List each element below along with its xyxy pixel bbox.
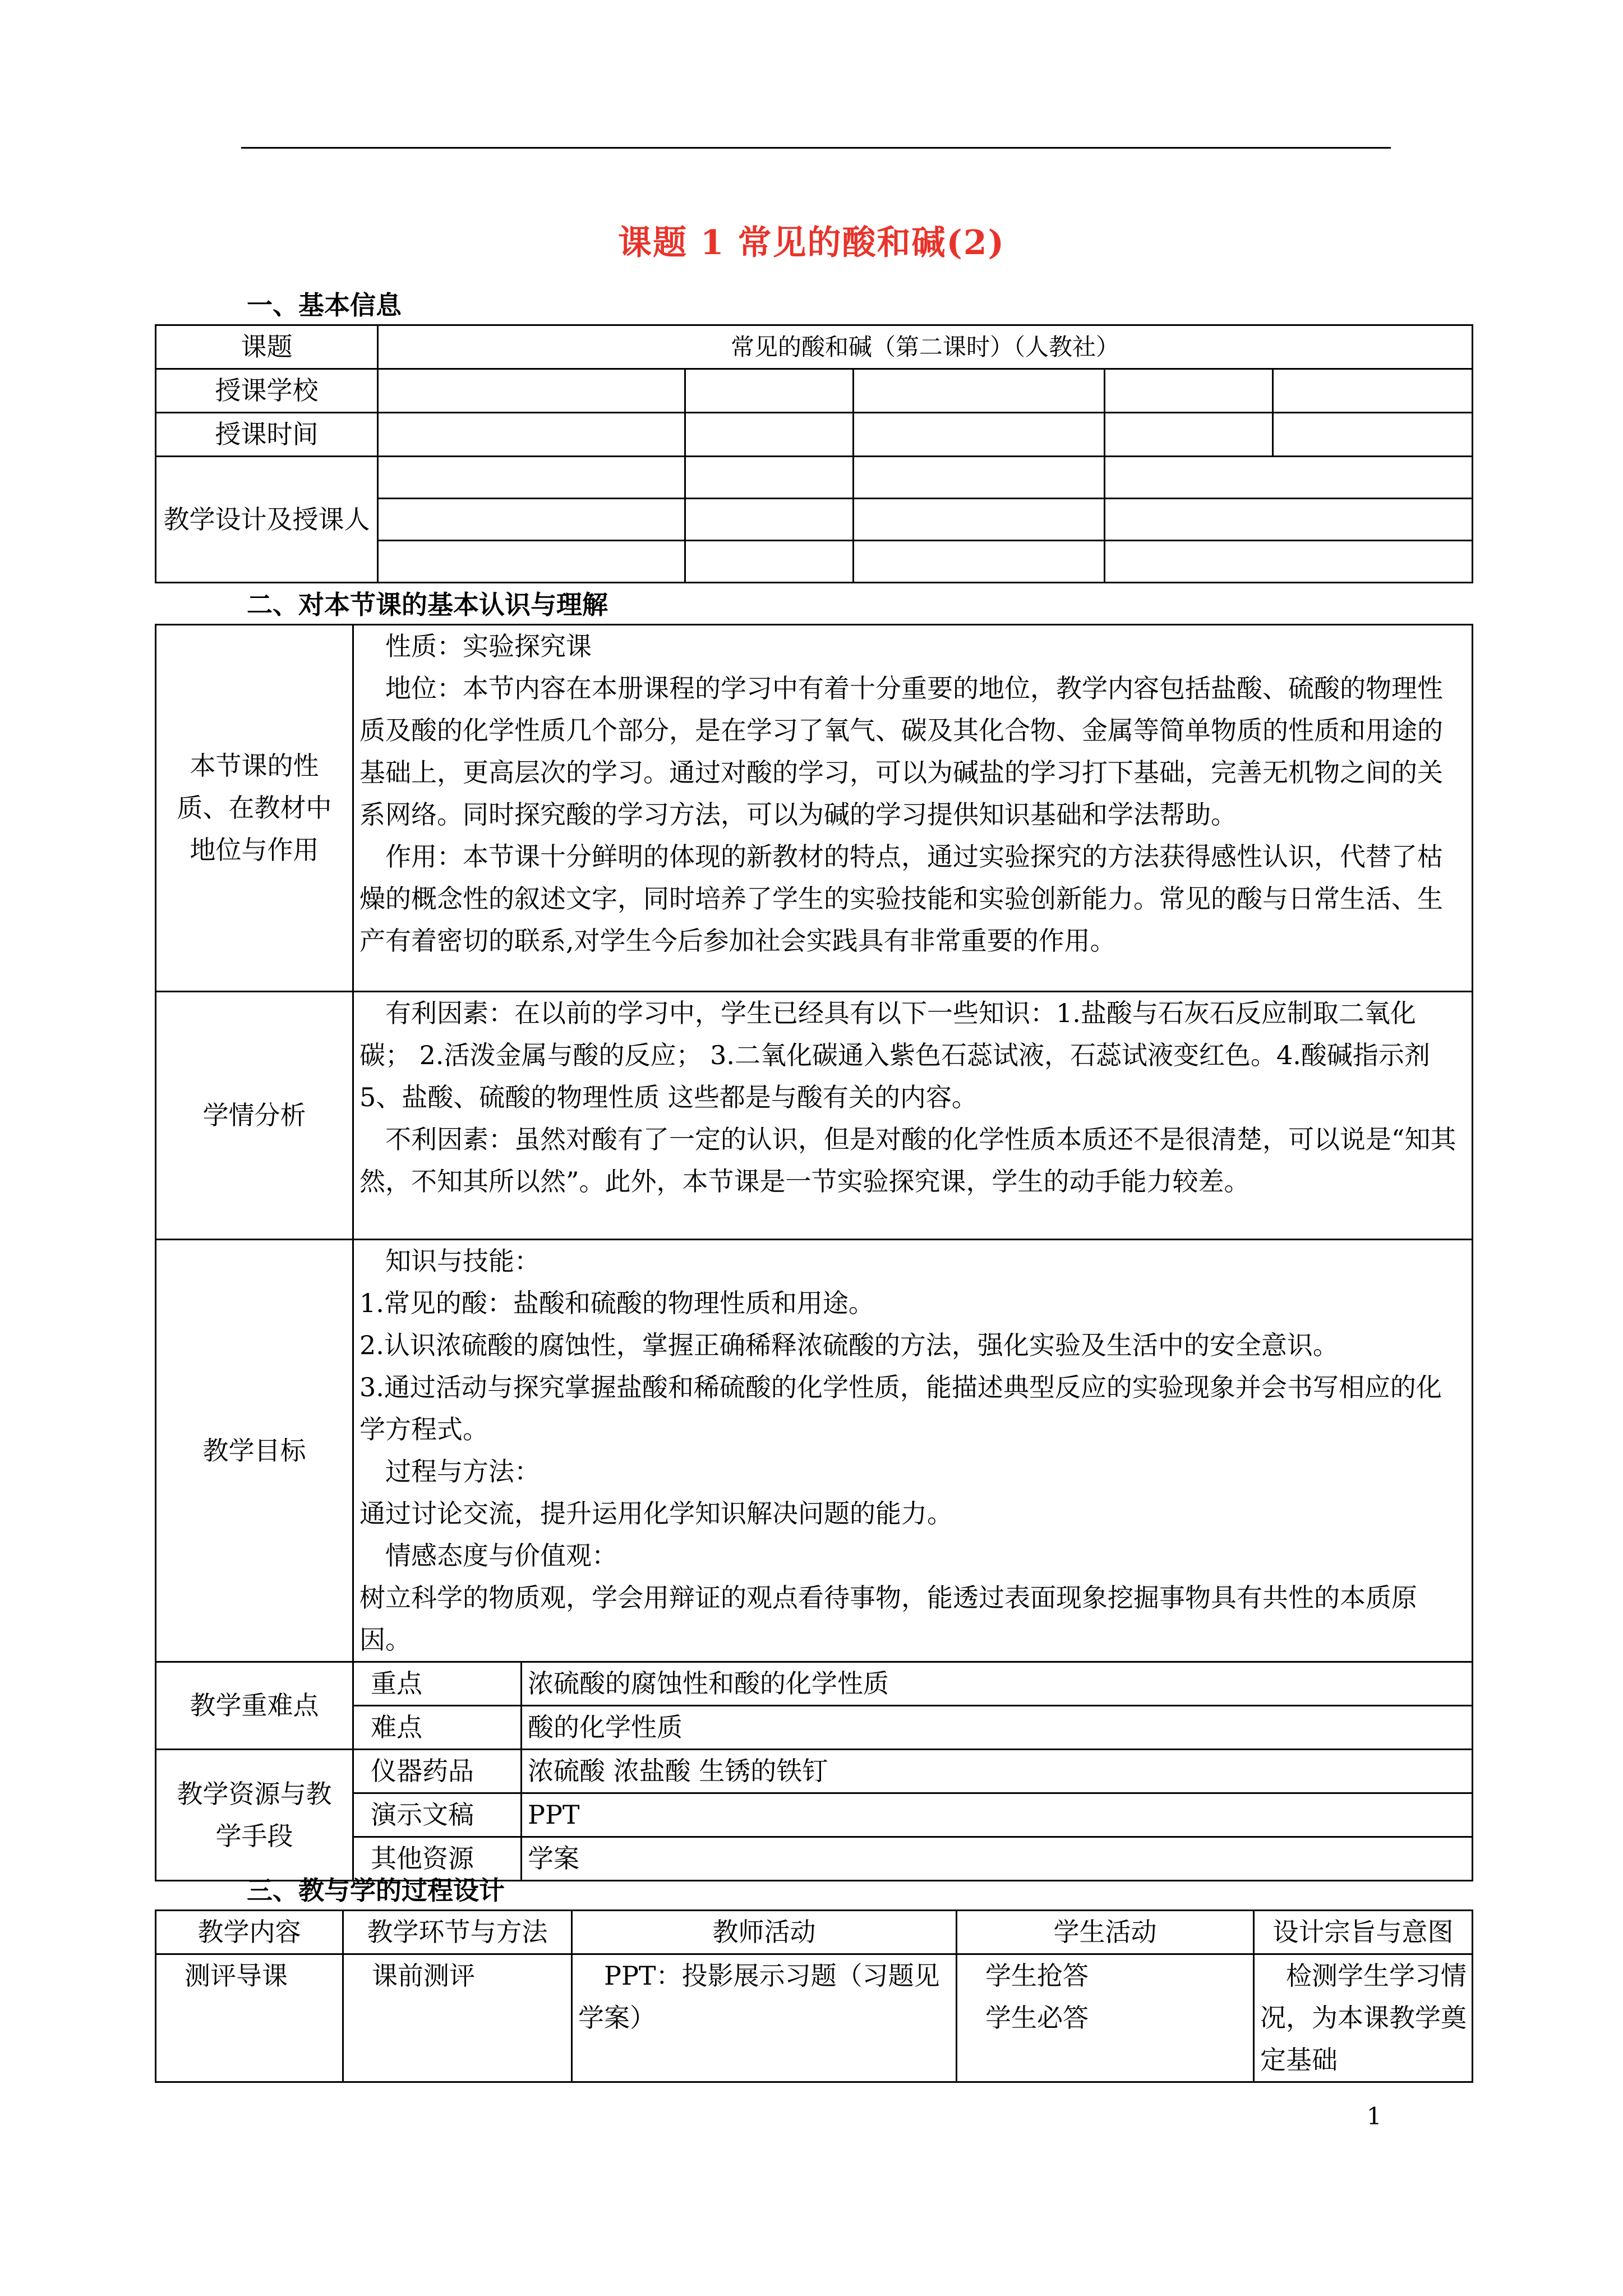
time-cell: [378, 413, 685, 457]
nature-paragraph: 性质：实验探究课: [385, 631, 592, 661]
designer-cell: [1105, 541, 1473, 583]
goals-heading: 知识与技能：: [385, 1246, 540, 1276]
resource-value: PPT: [522, 1793, 1473, 1837]
section-heading-process: 三、教与学的过程设计: [247, 1875, 505, 1906]
designer-cell: [1105, 499, 1473, 541]
designer-cell: [378, 541, 685, 583]
process-student-cell: [957, 1954, 1254, 2082]
process-header: 教师活动: [572, 1911, 957, 1954]
resource-value: 学案: [522, 1837, 1473, 1881]
designer-cell: [378, 457, 685, 499]
time-cell: [1273, 413, 1473, 457]
keypoints-label: 教学重难点: [156, 1662, 353, 1750]
school-cell: [1105, 369, 1273, 413]
designer-cell: [685, 541, 854, 583]
goals-line: 树立科学的物质观，学会用辩证的观点看待事物，能透过表面现象挖掘事物具有共性的本质原因。: [359, 1582, 1417, 1655]
topic-label: 课题: [156, 325, 378, 369]
designer-cell: [854, 457, 1105, 499]
difficulty-label: 难点: [353, 1706, 522, 1750]
goals-heading: 情感态度与价值观：: [385, 1540, 617, 1571]
process-header: 设计宗旨与意图: [1254, 1911, 1473, 1954]
students-paragraph: 有利因素：在以前的学习中，学生已经具有以下一些知识：1.盐酸与石灰石反应制取二氧化碳； 2.活泼金属与酸的反应； 3.二氧化碳通入紫色石蕊试液，石蕊试液变红色。4.酸碱指示剂 5、盐酸、硫酸的物理性质 这些都是与酸有关的内容。: [359, 998, 1430, 1112]
school-label: 授课学校: [156, 369, 378, 413]
nature-paragraph: 作用：本节课十分鲜明的体现的新教材的特点，通过实验探究的方法获得感性认识，代替了枯燥的概念性的叙述文字，同时培养了学生的实验技能和实验创新能力。常见的酸与日常生活、生产有着密切的联系,对学生今后参加社会实践具有非常重要的作用。: [359, 841, 1443, 956]
process-header: 教学环节与方法: [343, 1911, 572, 1954]
basic-info-table: [155, 324, 1473, 583]
resource-label: 仪器药品: [353, 1750, 522, 1793]
students-content: [353, 992, 1473, 1240]
students-label: 学情分析: [156, 992, 353, 1240]
process-method-cell: 课前测评: [343, 1954, 572, 2082]
process-purpose-cell: 检测学生学习情况，为本课教学奠定基础: [1254, 1954, 1473, 2082]
nature-content: [353, 625, 1473, 992]
understanding-table: [155, 624, 1473, 1881]
designer-cell: [854, 499, 1105, 541]
process-header: 学生活动: [957, 1911, 1254, 1954]
school-cell: [1273, 369, 1473, 413]
page-title: 课题 1 常见的酸和碱(2): [617, 223, 1006, 263]
process-teacher-cell: PPT：投影展示习题（习题见学案）: [572, 1954, 957, 2082]
resource-label: 其他资源: [353, 1837, 522, 1881]
goals-label: 教学目标: [156, 1240, 353, 1662]
student-activity-line: 学生抢答: [985, 1961, 1089, 1991]
header-rule: [241, 147, 1391, 149]
time-cell: [854, 413, 1105, 457]
resource-value: 浓硫酸 浓盐酸 生锈的铁钉: [522, 1750, 1473, 1793]
resources-label: 教学资源与教学手段: [156, 1750, 353, 1881]
students-paragraph: 不利因素：虽然对酸有了一定的认识，但是对酸的化学性质本质还不是很清楚，可以说是“知其然，不知其所以然”。此外，本节课是一节实验探究课，学生的动手能力较差。: [359, 1124, 1456, 1197]
goals-line: 2.认识浓硫酸的腐蚀性，掌握正确稀释浓硫酸的方法，强化实验及生活中的安全意识。: [359, 1330, 1339, 1360]
resource-label: 演示文稿: [353, 1793, 522, 1837]
designer-cell: [685, 457, 854, 499]
designer-cell: [685, 499, 854, 541]
nature-paragraph: 地位：本节内容在本册课程的学习中有着十分重要的地位，教学内容包括盐酸、硫酸的物理性质及酸的化学性质几个部分，是在学习了氧气、碳及其化合物、金属等简单物质的性质和用途的基础上，更高层次的学习。通过对酸的学习，可以为碱盐的学习打下基础，完善无机物之间的关系网络。同时探究酸的学习方法，可以为碱的学习提供知识基础和学法帮助。: [359, 673, 1443, 830]
key-value: 浓硫酸的腐蚀性和酸的化学性质: [522, 1662, 1473, 1706]
goals-line: 通过讨论交流，提升运用化学知识解决问题的能力。: [359, 1498, 953, 1529]
goals-line: 1.常见的酸：盐酸和硫酸的物理性质和用途。: [359, 1288, 874, 1318]
process-table: [155, 1910, 1473, 2083]
school-cell: [378, 369, 685, 413]
school-cell: [685, 369, 854, 413]
designer-label: 教学设计及授课人: [156, 457, 378, 583]
time-cell: [685, 413, 854, 457]
designer-cell: [378, 499, 685, 541]
designer-cell: [1105, 457, 1473, 499]
school-cell: [854, 369, 1105, 413]
key-label: 重点: [353, 1662, 522, 1706]
section-heading-understanding: 二、对本节课的基本认识与理解: [247, 590, 608, 620]
goals-heading: 过程与方法：: [385, 1456, 540, 1487]
difficulty-value: 酸的化学性质: [522, 1706, 1473, 1750]
goals-content: [353, 1240, 1473, 1662]
time-label: 授课时间: [156, 413, 378, 457]
page-number: 1: [1367, 2102, 1382, 2130]
designer-cell: [854, 541, 1105, 583]
process-content-cell: 测评导课: [156, 1954, 343, 2082]
section-heading-basic-info: 一、基本信息: [247, 290, 402, 320]
topic-value: 常见的酸和碱（第二课时）（人教社）: [378, 325, 1473, 369]
nature-label: 本节课的性质、在教材中地位与作用: [156, 625, 353, 992]
goals-line: 3.通过活动与探究掌握盐酸和稀硫酸的化学性质，能描述典型反应的实验现象并会书写相应的化学方程式。: [359, 1372, 1442, 1444]
student-activity-line: 学生必答: [985, 2003, 1089, 2033]
process-header: 教学内容: [156, 1911, 343, 1954]
time-cell: [1105, 413, 1273, 457]
